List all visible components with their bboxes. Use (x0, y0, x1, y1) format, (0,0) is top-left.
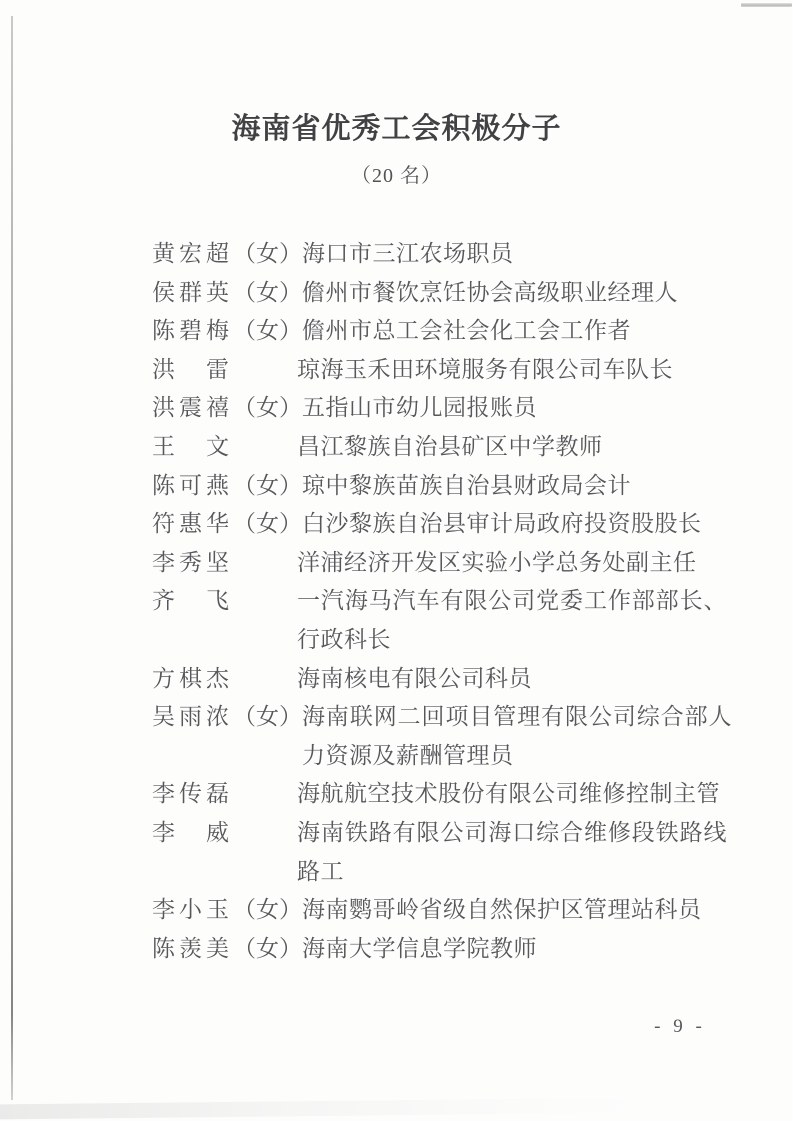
gender-note: （女） (233, 935, 302, 961)
gender-note: （女） (233, 241, 302, 266)
awardee-name-text: 黄宏超 (152, 241, 233, 266)
list-item (152, 351, 742, 390)
gender-note: （女） (233, 472, 302, 498)
awardee-position: 洋浦经济开发区实验小学总务处副主任 (297, 549, 697, 575)
list-item (152, 698, 742, 775)
awardee-name-text: 吴雨浓 (152, 704, 233, 730)
list-item (152, 235, 742, 274)
awardee-position: 儋州市总工会社会化工会工作者 (302, 318, 631, 344)
list-item (152, 467, 742, 506)
list-item (152, 814, 742, 891)
awardee-position: 白沙黎族自治县审计局政府投资股股长 (302, 511, 702, 537)
awardee-name-text: 侯群英 (152, 279, 233, 305)
awardee-position: 琼中黎族苗族自治县财政局会计 (302, 472, 631, 498)
awardee-name (152, 582, 297, 621)
scan-top-right-mark (741, 3, 792, 7)
list-item (152, 930, 742, 969)
awardee-position: 儋州市餐饮烹饪协会高级职业经理人 (302, 279, 678, 305)
list-item (152, 505, 742, 544)
list-item (152, 544, 742, 583)
awardee-position: 海口市三江农场职员 (302, 241, 514, 266)
gender-note: （女） (233, 395, 302, 421)
awardee-list (152, 235, 742, 968)
awardee-position: 海南鹦哥岭省级自然保护区管理站科员 (302, 897, 702, 923)
list-item (152, 660, 742, 699)
document-subtitle: （20 名） (351, 165, 442, 187)
awardee-name-text: 洪震禧 (152, 395, 233, 421)
gender-note: （女） (233, 511, 302, 537)
awardee-name-text: 李小玉 (152, 897, 233, 923)
awardee-position: 五指山市幼儿园报账员 (302, 395, 537, 421)
awardee-name (152, 351, 297, 390)
awardee-position: 琼海玉禾田环境服务有限公司车队长 (297, 356, 673, 382)
gender-note: （女） (233, 318, 302, 344)
awardee-name-text: 符惠华 (152, 511, 233, 537)
list-item (152, 891, 742, 930)
list-item (152, 582, 742, 659)
list-item (152, 428, 742, 467)
awardee-name (152, 544, 297, 583)
list-item (152, 775, 742, 814)
awardee-position: 海航航空技术股份有限公司维修控制主管 (297, 781, 720, 807)
awardee-name (152, 389, 302, 428)
awardee-name-text: 陈羡美 (152, 935, 233, 961)
list-item (152, 389, 742, 428)
awardee-name (152, 312, 302, 351)
page-number: - 9 - (654, 1016, 706, 1037)
awardee-name-text: 陈可燕 (152, 472, 233, 498)
awardee-name (152, 505, 302, 544)
gender-note: （女） (233, 897, 302, 923)
awardee-position: 一汽海马汽车有限公司党委工作部部长、行政科长 (297, 588, 727, 652)
awardee-name (152, 274, 302, 313)
awardee-position: 昌江黎族自治县矿区中学教师 (297, 433, 603, 459)
awardee-name-text: 李 威 (152, 819, 233, 845)
list-item (152, 312, 742, 351)
awardee-name (152, 891, 302, 930)
awardee-name (152, 428, 297, 467)
awardee-position: 海南核电有限公司科员 (297, 665, 532, 691)
awardee-position: 海南联网二回项目管理有限公司综合部人力资源及薪酬管理员 (302, 704, 732, 768)
awardee-name-text: 方棋杰 (152, 665, 233, 691)
awardee-position: 海南大学信息学院教师 (302, 935, 537, 961)
awardee-name-text: 李秀坚 (152, 549, 233, 575)
gender-note: （女） (233, 279, 302, 305)
awardee-name (152, 814, 297, 853)
document-title: 海南省优秀工会积极分子 (231, 113, 562, 145)
scan-bottom-shadow (0, 1098, 645, 1120)
awardee-name (152, 698, 302, 737)
awardee-name-text: 王 文 (152, 433, 233, 459)
awardee-name (152, 235, 302, 274)
awardee-name-text: 陈碧梅 (152, 318, 233, 344)
list-item (152, 274, 742, 313)
awardee-position: 海南铁路有限公司海口综合维修段铁路线路工 (297, 819, 727, 884)
awardee-name-text: 李传磊 (152, 781, 233, 807)
awardee-name-text: 洪 雷 (152, 356, 233, 382)
awardee-name (152, 930, 302, 969)
awardee-name (152, 775, 297, 814)
awardee-name (152, 660, 297, 699)
gender-note: （女） (233, 704, 302, 730)
awardee-name-text: 齐 飞 (152, 588, 233, 614)
awardee-name (152, 467, 302, 506)
